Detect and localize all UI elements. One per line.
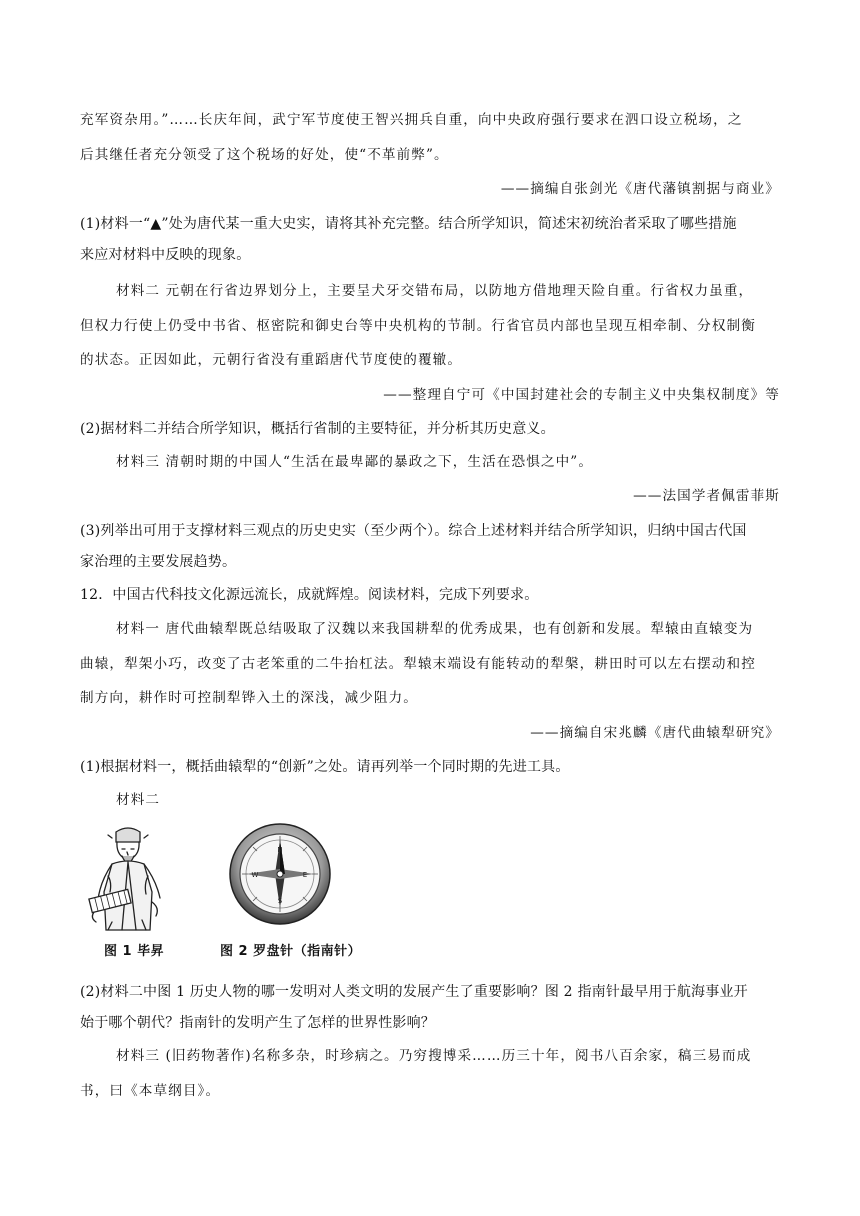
citation: ——整理自宁可《中国封建社会的专制主义中央集权制度》等 (383, 387, 780, 403)
question-line: 家治理的主要发展趋势。 (80, 554, 237, 570)
compass-west-label: W (251, 871, 259, 879)
citation: ——法国学者佩雷菲斯 (633, 488, 780, 504)
material-line: 材料三 清朝时期的中国人“生活在最卑鄙的暴政之下，生活在恐惧之中”。 (116, 454, 594, 470)
paragraph-line: 后其继任者充分领受了这个税场的好处，使“不革前弊”。 (80, 147, 449, 163)
question-line: 始于哪个朝代？指南针的发明产生了怎样的世界性影响？ (80, 1015, 435, 1031)
compass-east-label: E (302, 871, 308, 879)
paragraph-line: 充军资杂用。”……长庆年间，武宁军节度使王智兴拥兵自重，向中央政府强行要求在泗口设立税场，之 (80, 112, 743, 128)
citation: ——摘编自张剑光《唐代藩镇割据与商业》 (500, 181, 780, 197)
material-line: 材料三 (旧药物著作)名称多杂，时珍病之。乃穷搜博采……历三十年，阅书八百余家，稿三易而成 (116, 1048, 752, 1064)
compass-illustration (228, 822, 332, 934)
question-line: 来应对材料中反映的现象。 (80, 247, 251, 263)
material-line: 的状态。正因如此，元朝行省没有重蹈唐代节度使的覆辙。 (80, 352, 463, 368)
material-label: 材料二 (116, 792, 161, 808)
figure-2-caption: 图 2 罗盘针（指南针） (220, 944, 362, 959)
bi-sheng-illustration (82, 822, 174, 934)
material-line: 曲辕，犁架小巧，改变了古老笨重的二牛抬杠法。犁辕末端设有能转动的犁槃，耕田时可以左右摆动和控 (80, 656, 756, 672)
question-line: (1)材料一“▲”处为唐代某一重大史实，请将其补充完整。结合所学知识，简述宋初统治者采取了哪些措施 (80, 216, 737, 232)
material-line: 材料一 唐代曲辕犁既总结吸取了汉魏以来我国耕犁的优秀成果，也有创新和发展。犁辕由直辕变为 (116, 621, 754, 637)
material-line: 材料二 元朝在行省边界划分上，主要呈犬牙交错布局，以防地方借地理天险自重。行省权力虽重， (116, 283, 754, 299)
citation: ——摘编自宋兆麟《唐代曲辕犁研究》 (530, 725, 780, 741)
question-line: (3)列举出可用于支撑材料三观点的历史史实（至少两个）。综合上述材料并结合所学知识，归纳中国古代国 (80, 523, 747, 539)
compass-north-label: N (277, 846, 283, 854)
material-line: 但权力行使上仍受中书省、枢密院和御史台等中央机构的节制。行省官员内部也呈现互相牵制、分权制衡 (80, 318, 756, 334)
question-heading: 12．中国古代科技文化源远流长，成就辉煌。阅读材料，完成下列要求。 (80, 587, 539, 603)
question-line: (2)据材料二并结合所学知识，概括行省制的主要特征，并分析其历史意义。 (80, 421, 555, 437)
question-line: (2)材料二中图 1 历史人物的哪一发明对人类文明的发展产生了重要影响？图 2 指南针最早用于航海事业开 (80, 984, 748, 1000)
material-line: 制方向，耕作时可控制犁铧入土的深浅，减少阻力。 (80, 690, 418, 706)
material-line: 书，曰《本草纲目》。 (80, 1083, 221, 1099)
material-figures (82, 822, 382, 962)
figure-1-caption: 图 1 毕昇 (104, 944, 165, 959)
question-line: (1)根据材料一，概括曲辕犁的“创新”之处。请再列举一个同时期的先进工具。 (80, 759, 570, 775)
compass-south-label: S (277, 897, 283, 905)
